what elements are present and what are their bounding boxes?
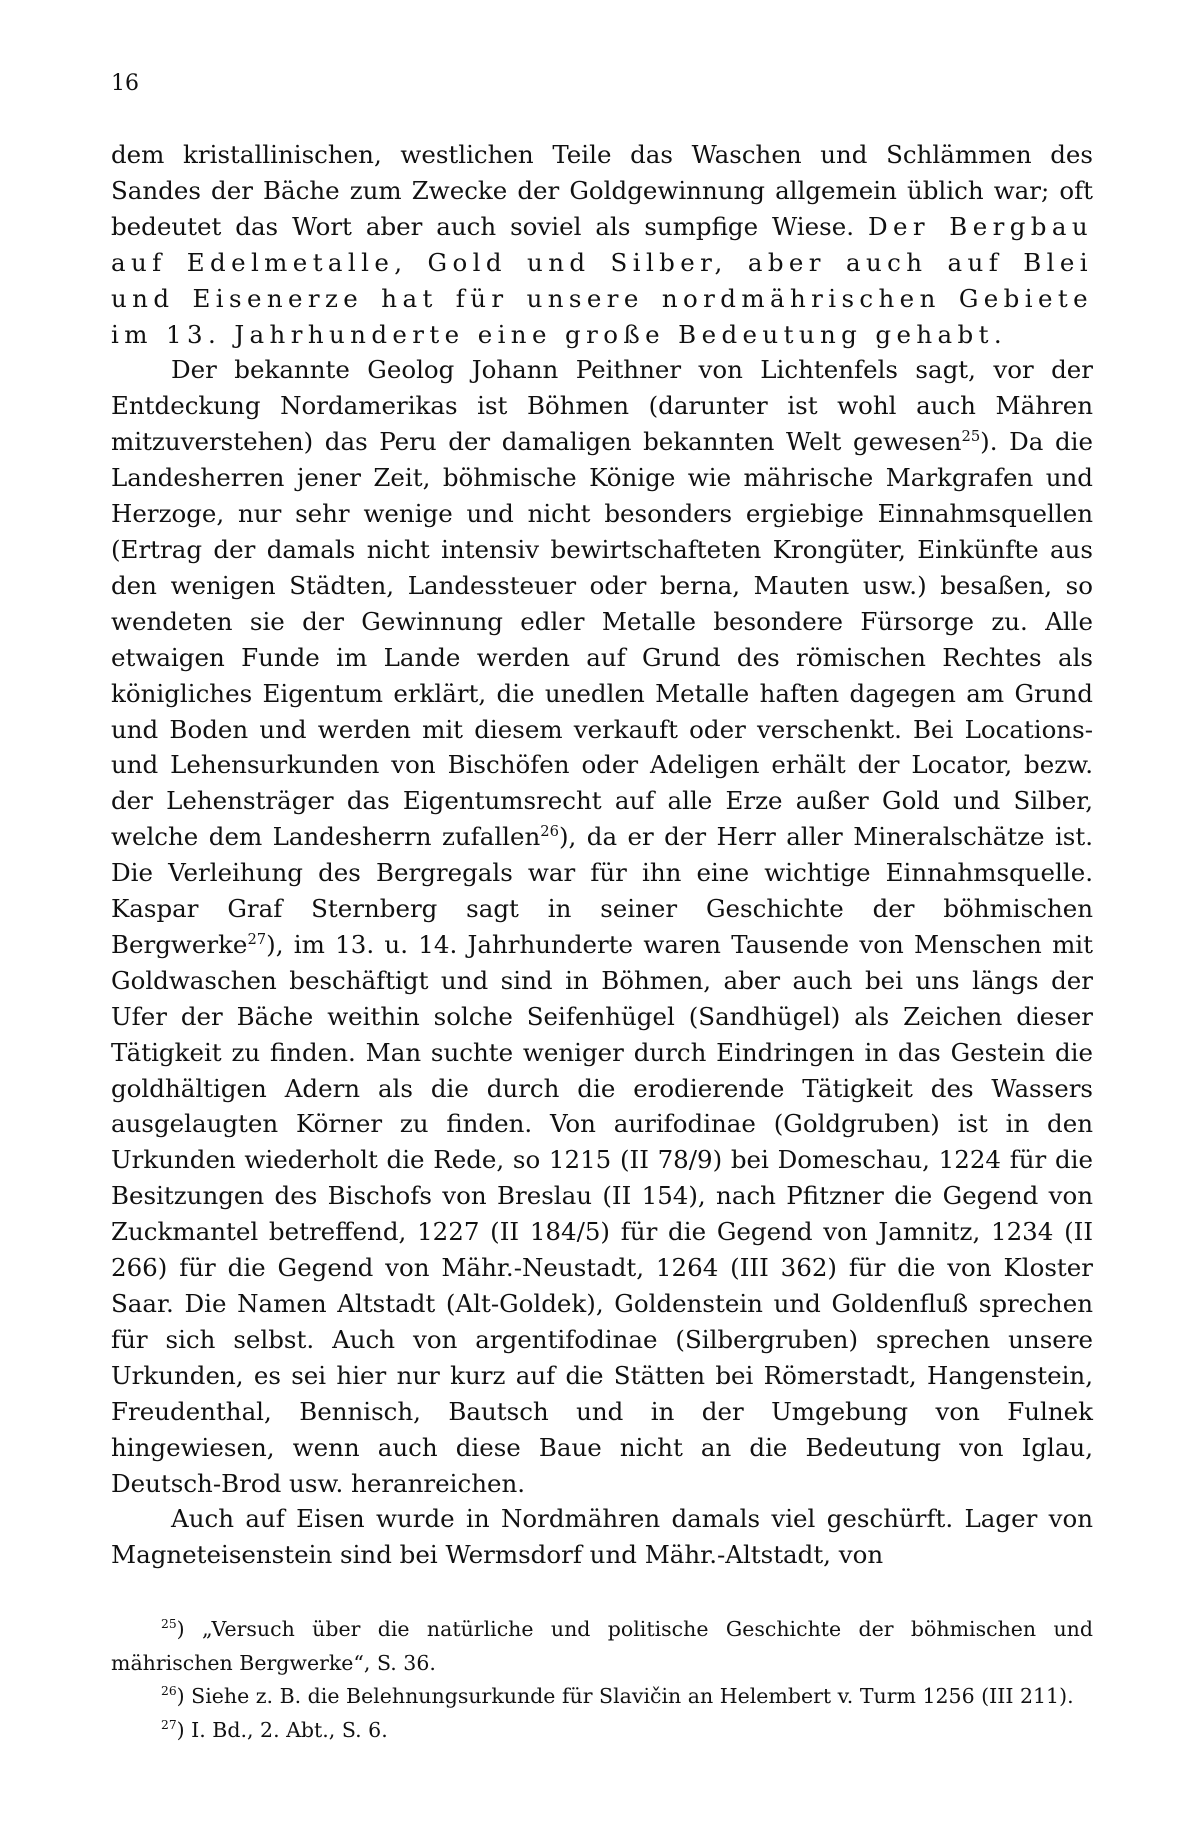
paragraph bbox=[111, 137, 1093, 352]
footnote-marker: 26 bbox=[161, 1684, 177, 1699]
footnote-ref[interactable]: 26 bbox=[540, 823, 559, 841]
text-run: ). Da die Landesherren jener Zeit, böhmische Könige wie mährische Markgrafen und Herzoge, nur sehr wenige und nicht besonders ergiebige Einnahmsquellen (Ertrag der damals nicht intensiv bewirtschafteten Krongüter, Einkünfte aus den wenigen Städten, Landessteuer oder berna, Mauten usw.) besaßen, so wendeten sie der Gewinnung edler Metalle besondere Fürsorge zu. Alle etwaigen Funde im Lande werden auf Grund des römischen Rechtes als königliches Eigentum erklärt, die unedlen Metalle haften dagegen am Grund und Boden und werden mit diesem verkauft oder verschenkt. Bei Locations- und Lehensurkunden von Bischöfen oder Adeligen erhält der Locator, bezw. der Lehensträger das Eigentumsrecht auf alle Erze außer Gold und Silber, welche dem Landesherrn zufallen bbox=[111, 427, 1093, 852]
page-number: 16 bbox=[111, 71, 139, 96]
footnote-marker: 25 bbox=[161, 1617, 177, 1632]
footnote-ref[interactable]: 25 bbox=[961, 428, 981, 446]
footnote: $^{25}$) „Versuch über die natürliche und politische Geschichte der böhmischen und mährischen Bergwerke“, S. 36. bbox=[111, 1617, 1093, 1675]
footnote: $^{26}$) Siehe z. B. die Belehnungsurkunde für Slavičin an Helembert v. Turm 1256 (III 211). bbox=[161, 1684, 1074, 1708]
text-run: ), da er der Herr aller Mineralschätze ist. Die Verleihung des Bergregals war für ihn eine wichtige Einnahmsquelle. Kaspar Graf Sternberg sagt in seiner Geschichte der böhmischen Bergwerke bbox=[111, 822, 1093, 959]
footnote-ref[interactable]: 27 bbox=[247, 930, 267, 948]
footnote-text: „Versuch über die natürliche und politische Geschichte der böhmischen und mährischen Bergwerke“, S. 36. bbox=[111, 1617, 1093, 1675]
text-run: Der bekannte Geolog Johann Peithner von Lichtenfels sagt, vor der Entdeckung Nordamerikas ist Böhmen (darunter ist wohl auch Mähren mitzuverstehen) das Peru der damaligen bekannten Welt gewesen bbox=[111, 355, 1093, 457]
footnote-text: I. Bd., 2. Abt., S. 6. bbox=[191, 1717, 388, 1742]
footnote-text: Siehe z. B. die Belehnungsurkunde für Slavičin an Helembert v. Turm 1256 (III 211). bbox=[191, 1684, 1074, 1708]
paragraph bbox=[111, 352, 1093, 1501]
paragraph bbox=[111, 1501, 1093, 1573]
footnote-marker: 27 bbox=[161, 1717, 177, 1732]
footnote: $^{27}$) I. Bd., 2. Abt., S. 6. bbox=[161, 1717, 388, 1742]
text-run: Auch auf Eisen wurde in Nordmähren damals viel geschürft. Lager von Magneteisenstein sind bei Wermsdorf und Mähr.-Altstadt, von bbox=[111, 1504, 1093, 1570]
spaced-text-run: Der Bergbau auf Edelmetalle, Gold und Silber, aber auch auf Blei und Eisenerze hat für unsere nordmährischen Gebiete im 13. Jahrhunderte eine große Bedeutung gehabt. bbox=[111, 211, 1094, 349]
text-run: ), im 13. u. 14. Jahrhunderte waren Tausende von Menschen mit Goldwaschen beschäftigt und sind in Böhmen, aber auch bei uns längs der Ufer der Bäche weithin solche Seifenhügel (Sandhügel) als Zeichen dieser Tätigkeit zu finden. Man suchte weniger durch Eindringen in das Gestein die goldhältigen Adern als die durch die erodierende Tätigkeit des Wassers ausgelaugten Körner zu finden. Von aurifodinae (Goldgruben) ist in den Urkunden wiederholt die Rede, so 1215 (II 78/9) bei Domeschau, 1224 für die Besitzungen des Bischofs von Breslau (II 154), nach Pfitzner die Gegend von Zuckmantel betreffend, 1227 (II 184/5) für die Gegend von Jamnitz, 1234 (II 266) für die Gegend von Mähr.-Neustadt, 1264 (III 362) für die von Kloster Saar. Die Namen Altstadt (Alt-Goldek), Goldenstein und Goldenfluß sprechen für sich selbst. Auch von argentifodinae (Silbergruben) sprechen unsere Urkunden, es sei hier nur kurz auf die Stätten bei Römerstadt, Hangenstein, Freudenthal, Bennisch, Bautsch und in der Umgebung von Fulnek hingewiesen, wenn auch diese Baue nicht an die Bedeutung von Iglau, Deutsch-Brod usw. heranreichen. bbox=[111, 929, 1093, 1498]
main-text bbox=[111, 137, 1093, 1573]
footnotes bbox=[111, 1613, 1093, 1747]
text-run: dem kristallinischen, westlichen Teile das Waschen und Schlämmen des Sandes der Bäche zum Zwecke der Goldgewinnung allgemein üblich war; oft bedeutet das Wort aber auch soviel als sumpfige Wiese. bbox=[111, 140, 1093, 241]
